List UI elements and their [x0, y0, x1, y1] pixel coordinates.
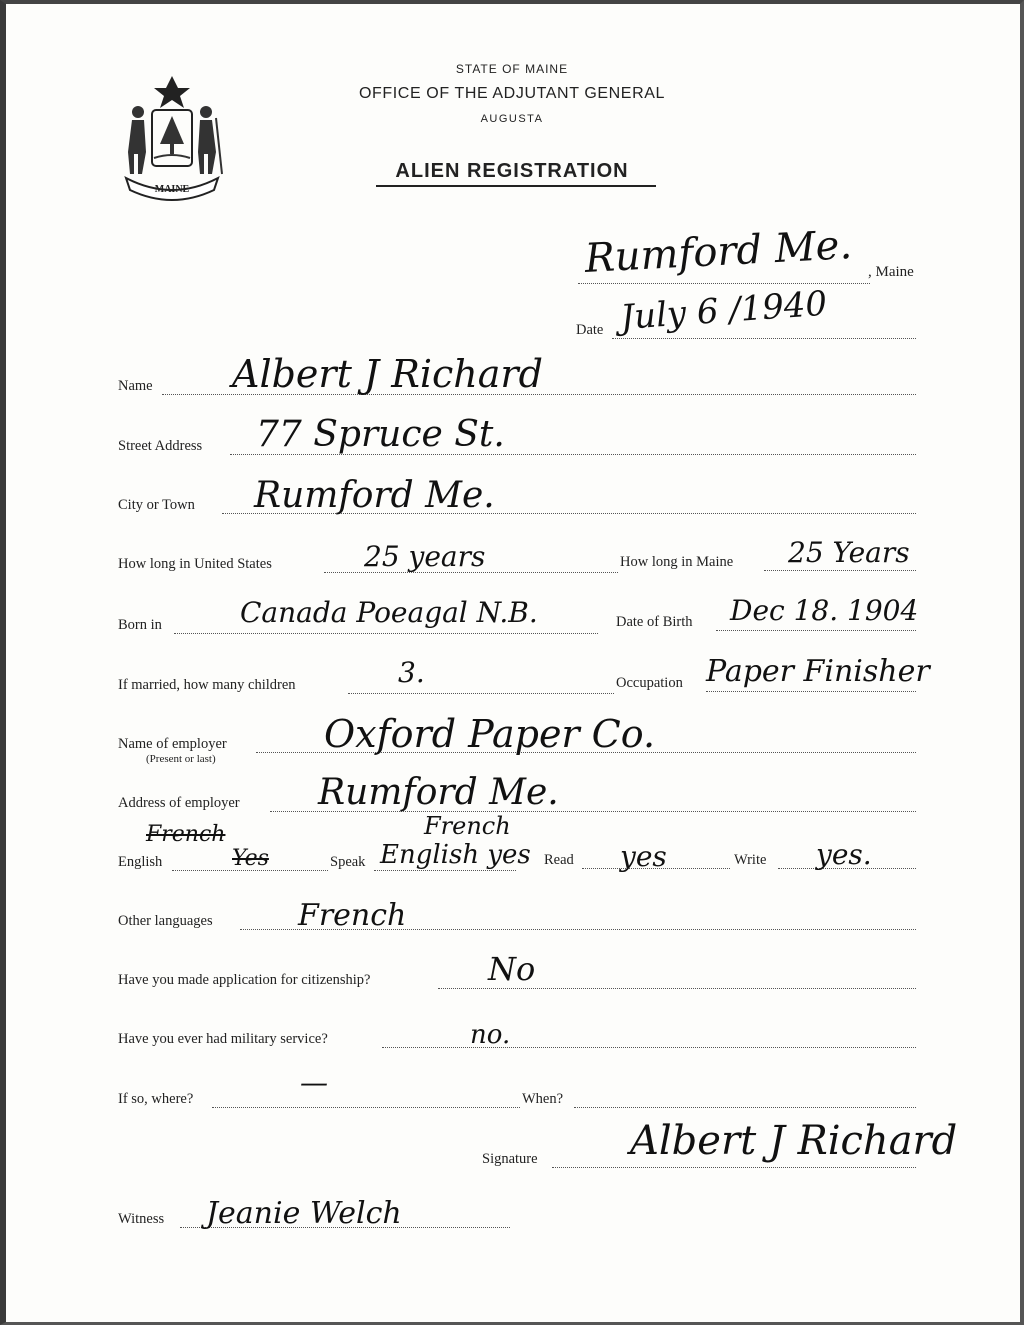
military-line [382, 1047, 916, 1048]
read-label: Read [544, 852, 574, 868]
read-value: yes [620, 840, 667, 873]
speak-value: English yes [380, 840, 531, 870]
employer-address-label: Address of employer [118, 795, 240, 811]
employer-value: Oxford Paper Co. [324, 712, 656, 756]
write-value: yes. [816, 838, 872, 871]
witness-value: Jeanie Welch [206, 1196, 402, 1231]
occupation-value: Paper Finisher [706, 654, 930, 689]
where-label: If so, where? [118, 1091, 194, 1107]
city-value: Rumford Me. [254, 475, 495, 516]
place-suffix: , Maine [868, 264, 914, 280]
english-value-struck: Yes [232, 846, 269, 871]
english-above-struck: French [146, 822, 226, 847]
speak-label: Speak [330, 854, 366, 870]
english-label: English [118, 854, 163, 870]
maine-time-value: 25 Years [788, 536, 910, 569]
signature-line [552, 1167, 916, 1168]
children-line [348, 693, 614, 694]
signature-label: Signature [482, 1151, 538, 1167]
name-label: Name [118, 378, 153, 394]
seal-banner-text: MAINE [154, 184, 190, 195]
date-line [612, 338, 916, 339]
employer-sublabel: (Present or last) [146, 753, 216, 765]
where-value: — [300, 1066, 328, 1099]
speak-above: French [424, 812, 511, 840]
born-value: Canada Poeagal N.B. [240, 596, 538, 629]
us-time-value: 25 years [364, 540, 486, 573]
maine-time-line [764, 570, 916, 571]
other-languages-label: Other languages [118, 913, 213, 929]
date-handwritten: July 6 /1940 [619, 283, 829, 338]
form-title: ALIEN REGISTRATION [395, 160, 629, 182]
where-line [212, 1107, 520, 1108]
when-label: When? [522, 1091, 564, 1107]
street-value: 77 Spruce St. [256, 414, 505, 455]
date-label: Date [576, 322, 604, 338]
born-line [174, 633, 598, 634]
header-city: AUGUSTA [480, 113, 544, 125]
name-value: Albert J Richard [232, 352, 543, 396]
born-label: Born in [118, 617, 162, 633]
write-label: Write [734, 852, 767, 868]
military-value: no. [470, 1020, 511, 1050]
military-label: Have you ever had military service? [118, 1031, 328, 1047]
citizenship-line [438, 988, 916, 989]
employer-label: Name of employer [118, 736, 227, 752]
place-handwritten: Rumford Me. [583, 222, 854, 282]
dob-line [716, 630, 916, 631]
when-line [574, 1107, 916, 1108]
header-office: OFFICE OF THE ADJUTANT GENERAL [358, 85, 666, 102]
employer-address-value: Rumford Me. [318, 772, 559, 813]
street-label: Street Address [118, 438, 203, 454]
citizenship-value: No [488, 950, 536, 988]
us-time-label: How long in United States [118, 556, 272, 572]
dob-label: Date of Birth [616, 614, 693, 630]
maine-time-label: How long in Maine [620, 554, 734, 570]
city-label: City or Town [118, 497, 195, 513]
children-label: If married, how many children [118, 677, 296, 693]
occupation-line [706, 691, 916, 692]
title-underline [376, 185, 656, 187]
speak-line [374, 870, 516, 871]
children-value: 3. [398, 656, 425, 689]
citizenship-label: Have you made application for citizenship? [118, 972, 371, 988]
witness-label: Witness [118, 1211, 165, 1227]
occupation-label: Occupation [616, 675, 683, 691]
place-line [578, 283, 870, 284]
header-state: STATE OF MAINE [455, 62, 569, 76]
other-languages-value: French [298, 898, 407, 933]
dob-value: Dec 18. 1904 [730, 594, 919, 627]
signature-value: Albert J Richard [630, 1118, 958, 1164]
